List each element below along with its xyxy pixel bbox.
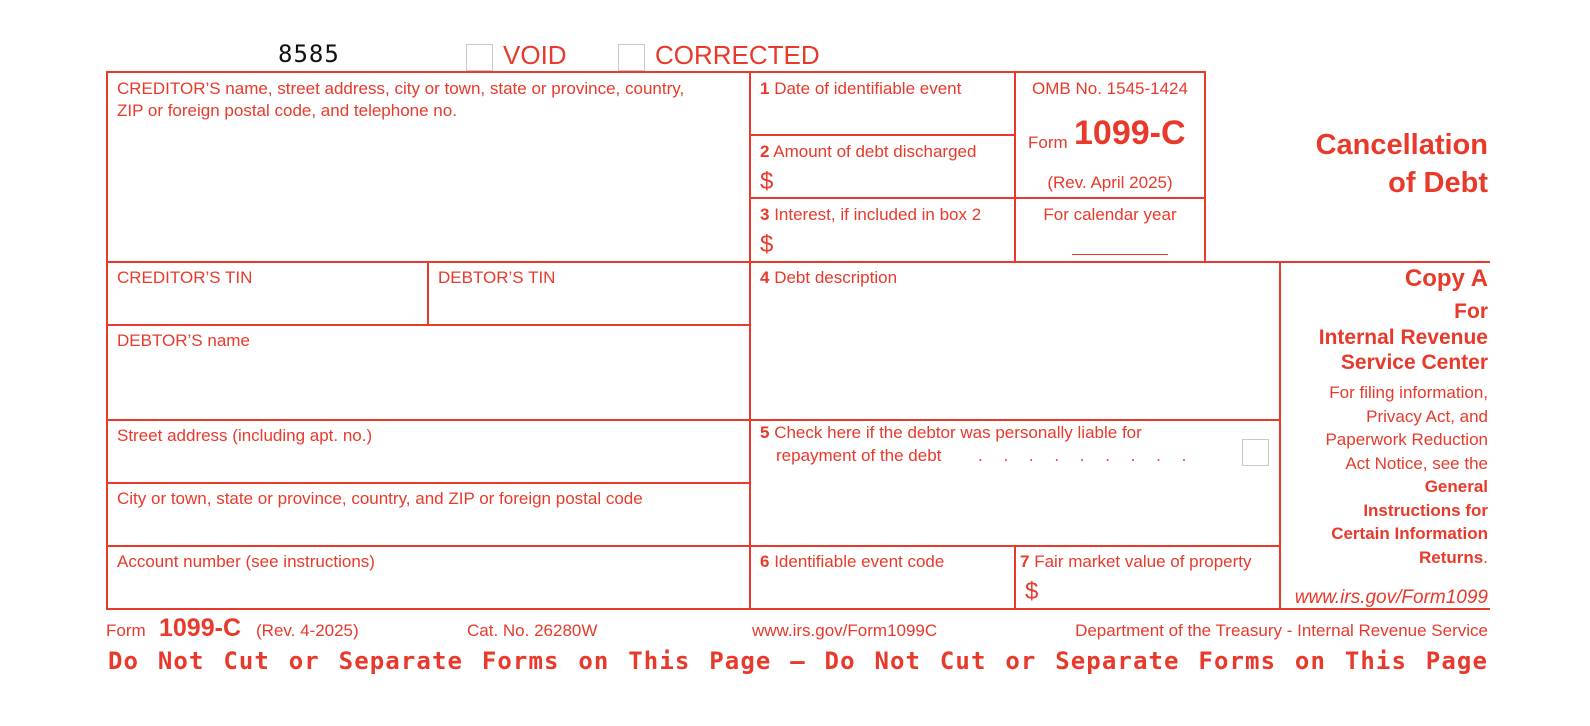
box5-leader-dots: . . . . . . . . . xyxy=(978,446,1195,465)
debtor-name-label: DEBTOR’S name xyxy=(117,331,250,350)
box5-label: 5 Check here if the debtor was personally liable for xyxy=(760,423,1142,442)
footer-warning: Do Not Cut or Separate Forms on This Page — Do Not Cut or Separate Forms on This Page xyxy=(108,647,1488,675)
copy-a-irs-line2: Service Center xyxy=(1340,351,1488,374)
corrected-label: CORRECTED xyxy=(655,40,820,70)
creditor-tin-label: CREDITOR’S TIN xyxy=(117,268,253,287)
box3-dollar-sign: $ xyxy=(760,231,774,258)
box6-number: 6 xyxy=(760,552,770,571)
debtor-tin-label: DEBTOR’S TIN xyxy=(438,268,556,287)
void-checkbox[interactable] xyxy=(466,44,493,71)
omb-number: OMB No. 1545-1424 xyxy=(1032,79,1188,98)
box2-dollar-sign: $ xyxy=(760,168,774,195)
form-title xyxy=(1210,126,1488,202)
copy-a-gi-line4: Returns. xyxy=(1419,547,1488,567)
omb-revision: (Rev. April 2025) xyxy=(1047,173,1173,192)
copy-a-title: Copy A xyxy=(1404,265,1488,292)
debtor-street-label: Street address (including apt. no.) xyxy=(117,426,373,445)
copy-a-info-line1: For filing information, xyxy=(1329,383,1488,402)
account-number-label: Account number (see instructions) xyxy=(117,552,375,571)
box5-checkbox[interactable] xyxy=(1242,439,1269,466)
calendar-year-label: For calendar year xyxy=(1043,205,1177,224)
box2-label: 2 Amount of debt discharged xyxy=(760,142,977,161)
debtor-city-label: City or town, state or province, country, and ZIP or foreign postal code xyxy=(117,489,643,508)
footer-department: Department of the Treasury - Internal Revenue Service xyxy=(1075,621,1488,640)
copy-a-panel xyxy=(1284,264,1488,569)
footer-form-word: Form xyxy=(106,621,146,640)
box1-label: 1 Date of identifiable event xyxy=(760,79,962,98)
form-title-line2: of Debt xyxy=(1388,167,1488,199)
box7-number: 7 xyxy=(1020,552,1030,571)
copy-a-info-line3: Paperwork Reduction xyxy=(1325,430,1488,449)
corrected-checkbox[interactable] xyxy=(618,44,645,71)
copy-a-for: For xyxy=(1454,300,1488,323)
box4-number: 4 xyxy=(760,268,770,287)
copy-a-info-line2: Privacy Act, and xyxy=(1366,406,1488,426)
box2-number: 2 xyxy=(760,142,770,161)
void-label: VOID xyxy=(503,40,567,70)
box1-number: 1 xyxy=(760,79,770,98)
box6-label: 6 Identifiable event code xyxy=(760,552,945,571)
omb-form-name: 1099-C xyxy=(1074,114,1186,152)
form-title-line1: Cancellation xyxy=(1315,129,1488,161)
box4-label: 4 Debt description xyxy=(760,268,898,287)
copy-a-info-line4: Act Notice, see the xyxy=(1345,453,1488,473)
form-id-number: 8585 xyxy=(278,40,340,68)
box5-label-line2: repayment of the debt xyxy=(776,446,942,465)
box3-number: 3 xyxy=(760,205,770,224)
box3-label: 3 Interest, if included in box 2 xyxy=(760,205,982,224)
copy-a-url[interactable]: www.irs.gov/Form1099 xyxy=(1294,587,1488,608)
copy-a-gi-line3: Certain Information xyxy=(1331,524,1488,543)
footer-form-name: 1099-C xyxy=(159,614,241,642)
box5-number: 5 xyxy=(760,423,770,442)
creditor-name-label: CREDITOR’S name, street address, city or town, state or province, country, xyxy=(117,79,685,98)
copy-a-gi-line1: General xyxy=(1424,477,1488,496)
footer-revision: (Rev. 4-2025) xyxy=(256,621,359,640)
copy-a-info xyxy=(1284,381,1488,569)
footer-cat-number: Cat. No. 26280W xyxy=(467,621,598,640)
omb-form-word: Form xyxy=(1028,133,1068,152)
creditor-name-label-line2: ZIP or foreign postal code, and telephone no. xyxy=(117,101,457,120)
copy-a-irs-line1: Internal Revenue xyxy=(1318,326,1488,349)
box7-label: 7 Fair market value of property xyxy=(1020,552,1252,571)
box7-dollar-sign: $ xyxy=(1025,578,1039,605)
footer-url[interactable]: www.irs.gov/Form1099C xyxy=(752,621,938,640)
copy-a-gi-line2: Instructions for xyxy=(1363,500,1488,520)
